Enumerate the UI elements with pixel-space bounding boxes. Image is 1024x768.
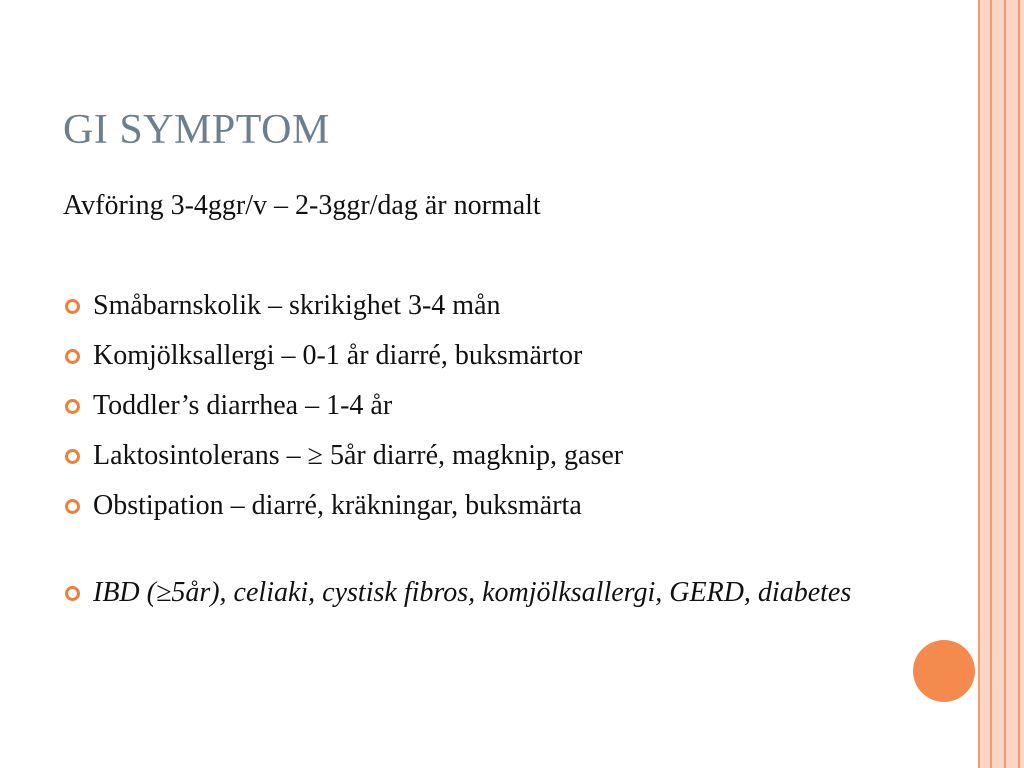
bullet-item bbox=[63, 336, 893, 376]
bullet-text: Småbarnskolik – skrikighet 3-4 mån bbox=[93, 290, 501, 321]
bullet-text: Obstipation – diarré, kräkningar, buksmärta bbox=[93, 490, 582, 521]
right-stripe-line-1 bbox=[978, 0, 980, 768]
ring-bullet-icon bbox=[65, 586, 80, 601]
bullet-item bbox=[63, 436, 893, 476]
ring-bullet-icon bbox=[65, 349, 80, 364]
ring-bullet-icon bbox=[65, 399, 80, 414]
bullet-text: Toddler’s diarrhea – 1-4 år bbox=[93, 390, 393, 421]
right-stripe-line-4 bbox=[1018, 0, 1020, 768]
italic-bullet-item bbox=[63, 574, 893, 612]
slide-title: GI SYMPTOM bbox=[63, 107, 330, 153]
bullet-item bbox=[63, 386, 893, 426]
bullet-item bbox=[63, 486, 893, 526]
bullet-list bbox=[63, 286, 893, 622]
right-stripe-line-3 bbox=[1004, 0, 1006, 768]
bullet-item bbox=[63, 286, 893, 326]
ring-bullet-icon bbox=[65, 449, 80, 464]
bullet-text: Laktosintolerans – ≥ 5år diarré, magknip, gaser bbox=[93, 440, 624, 471]
italic-bullet-text: IBD (≥5år), celiaki, cystisk fibros, komjölksallergi, GERD, diabetes bbox=[93, 577, 852, 608]
ring-bullet-icon bbox=[65, 499, 80, 514]
decorative-orange-circle bbox=[913, 640, 975, 702]
intro-text: Avföring 3-4ggr/v – 2-3ggr/dag är normalt bbox=[63, 190, 541, 221]
bullet-text: Komjölksallergi – 0-1 år diarré, buksmärtor bbox=[93, 340, 583, 371]
right-stripe-line-2 bbox=[990, 0, 992, 768]
ring-bullet-icon bbox=[65, 299, 80, 314]
